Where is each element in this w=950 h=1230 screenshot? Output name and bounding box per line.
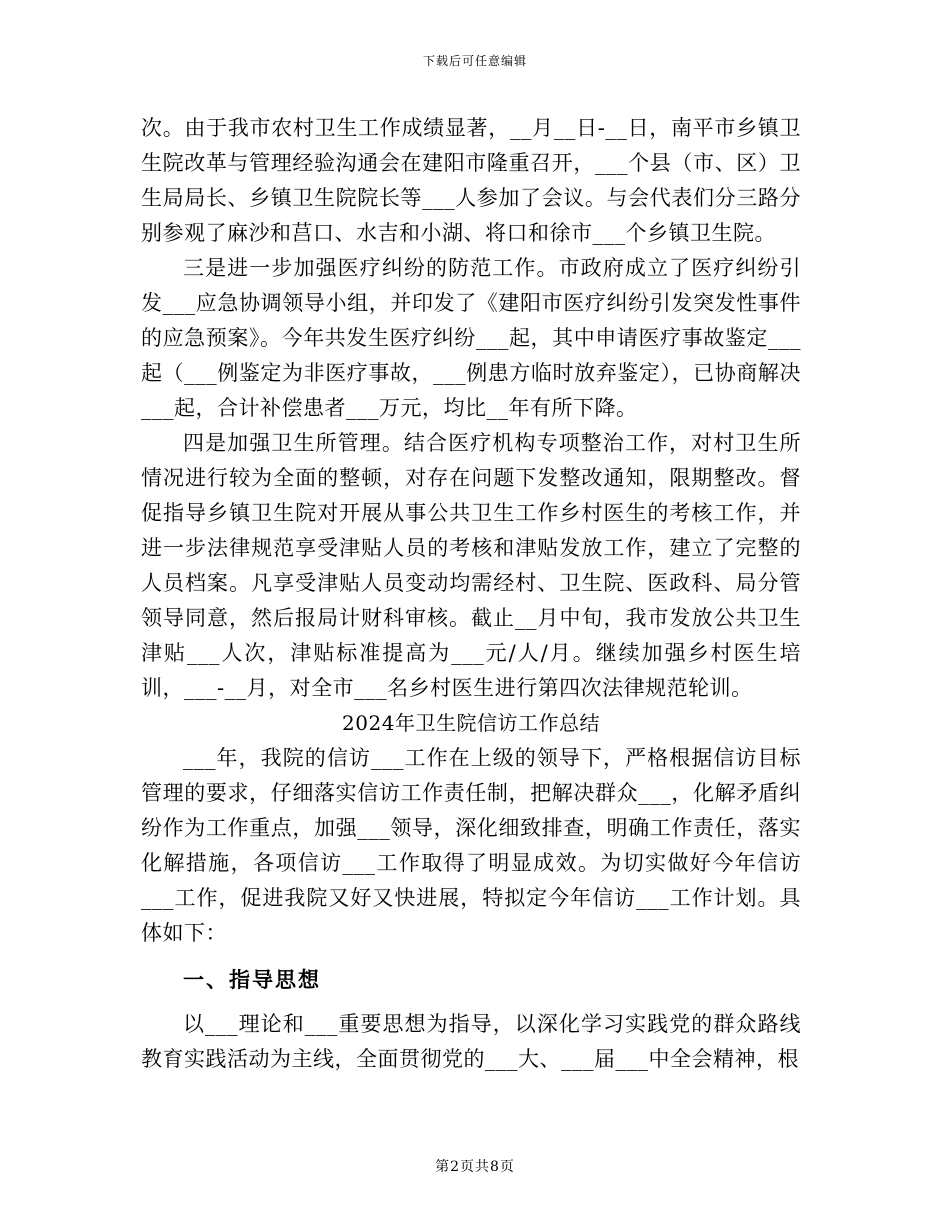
paragraph-5: 以___理论和___重要思想为指导，以深化学习实践党的群众路线教育实践活动为主线，全面贯彻党的___大、___届___中全会精神，根 [141, 1012, 801, 1071]
paragraph-3: 四是加强卫生所管理。结合医疗机构专项整治工作，对村卫生所情况进行较为全面的整顿，对存在问题下发整改通知，限期整改。督促指导乡镇卫生院对开展从事公共卫生工作乡村医生的考核工作，并进一步法律规范享受津贴人员的考核和津贴发放工作，建立了完整的人员档案。凡享受津贴人员变动均需经村、卫生院、医政科、局分管领导同意，然后报局计财科审核。截止__月中旬，我市发放公共卫生津贴___人次，津贴标准提高为___元/人/月。继续加强乡村医生培训，___-__月，对全市___名乡村医生进行第四次法律规范轮训。 [141, 431, 801, 700]
page-footer: 第2页共8页 [435, 1159, 515, 1175]
document-title: 2024年卫生院信访工作总结 [342, 711, 600, 735]
page-header: 下载后可任意编辑 [422, 54, 527, 68]
section-heading: 一、指导思想 [183, 968, 321, 992]
paragraph-1: 次。由于我市农村卫生工作成绩显著，__月__日-__日，南平市乡镇卫生院改革与管理经验沟通会在建阳市隆重召开，___个县（市、区）卫生局局长、乡镇卫生院院长等___人参加了会议。与会代表们分三路分别参观了麻沙和莒口、水吉和小湖、将口和徐市___个乡镇卫生院。 [141, 116, 801, 245]
paragraph-2: 三是进一步加强医疗纠纷的防范工作。市政府成立了医疗纠纷引发___应急协调领导小组，并印发了《建阳市医疗纠纷引发突发性事件的应急预案》。今年共发生医疗纠纷___起，其中申请医疗事故鉴定___起（___例鉴定为非医疗事故，___例患方临时放弃鉴定），已协商解决___起，合计补偿患者___万元，均比__年有所下降。 [141, 256, 801, 420]
paragraph-4: ___年，我院的信访___工作在上级的领导下，严格根据信访目标管理的要求，仔细落实信访工作责任制，把解决群众___，化解矛盾纠纷作为工作重点，加强___领导，深化细致排查，明确工作责任，落实化解措施，各项信访___工作取得了明显成效。为切实做好今年信访___工作，促进我院又好又快进展，特拟定今年信访___工作计划。具体如下： [141, 746, 801, 945]
document-body [141, 111, 801, 1077]
